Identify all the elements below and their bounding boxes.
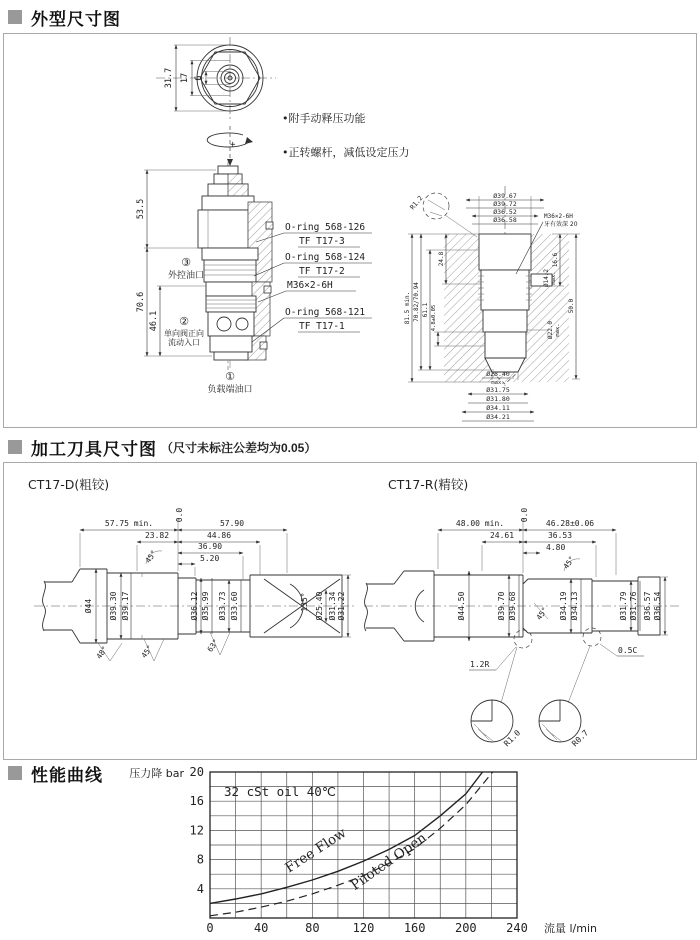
ct17r-note-1-2r: 1.2R xyxy=(470,660,490,669)
ct17d-len-44-86: 44.86 xyxy=(206,531,232,540)
cavity-dia-39-72: Ø39.72 xyxy=(493,200,517,208)
ct17d-len-5-20: 5.20 xyxy=(200,554,220,563)
ct17d-dia-31-34: Ø31.34 xyxy=(328,591,337,621)
tool-ct17d-name: CT17-D(粗铰) xyxy=(28,477,110,492)
cavity-dia-31-75: Ø31.75 xyxy=(486,386,510,394)
ct17r-dia-36-57: Ø36.57 xyxy=(643,591,652,621)
ct17d-angle-63: 63° xyxy=(205,637,221,654)
ct17d-dia-39-17: Ø39.17 xyxy=(121,591,130,621)
cavity-depth-24-8: 24.8 xyxy=(438,251,445,267)
section-tools-header xyxy=(8,437,316,457)
section-outline-title: 外型尺寸图 xyxy=(31,9,121,29)
ct17r-len-36-53: 36.53 xyxy=(547,531,573,540)
ct17r-len-48-00: 48.00 min. xyxy=(455,519,505,528)
port2-label-line2: 流动入口 xyxy=(168,338,200,347)
ct17d-dia-25-40: Ø25.40 xyxy=(315,591,324,621)
cavity-dia-36-58: Ø36.58 xyxy=(493,216,517,224)
dim-53-5: 53.5 xyxy=(136,198,146,220)
note-manual-release: •附手动释压功能 xyxy=(282,112,366,125)
tools-drawing-svg xyxy=(4,463,694,757)
cavity-detail-r1-2: R1.2 xyxy=(408,194,425,212)
cavity-depth-81-5: 81.5 min. xyxy=(404,291,411,325)
ct17r-dia-44-50: Ø44.50 xyxy=(457,591,466,621)
x-tick-label: 120 xyxy=(352,921,375,935)
x-tick-label: 200 xyxy=(454,921,477,935)
ct17r-dia-34-13: Ø34.13 xyxy=(570,591,579,621)
chart-annotation-oil: 32 cSt oil 40℃ xyxy=(224,784,336,799)
ct17r-dia-34-19: Ø34.19 xyxy=(559,591,568,621)
ct17d-dia-39-30: Ø39.30 xyxy=(109,591,118,621)
cavity-depth-70-82: 70.82/70.94 xyxy=(413,282,420,322)
chart-xlabel: 流量 l/min xyxy=(544,922,598,935)
ct17d-angle-48: 48° xyxy=(94,644,110,661)
ct17r-dia-36-54: Ø36.54 xyxy=(653,591,662,621)
port3-label: 外控油口 xyxy=(167,271,205,281)
section-outline-header xyxy=(8,7,121,27)
port2-label-line1: 单向阀正向 xyxy=(164,329,204,338)
tools-drawing-panel xyxy=(3,462,697,760)
callout-oring-121: O-ring 568-121 xyxy=(285,307,366,318)
y-tick-label: 8 xyxy=(196,852,204,867)
x-tick-label: 0 xyxy=(206,921,214,935)
ct17r-angle-45-top: 45° xyxy=(561,554,577,571)
ct17d-ref-0: 0.0 xyxy=(175,507,184,523)
ct17d-dia-31-22: Ø31.22 xyxy=(337,591,346,621)
callout-tf-t17-3: TF T17-3 xyxy=(299,236,345,247)
cavity-depth-4-8: 4.8±0.05 xyxy=(431,304,437,332)
valve-top-view xyxy=(156,37,276,120)
ct17r-dia-39-70: Ø39.70 xyxy=(497,591,506,621)
y-tick-label: 16 xyxy=(189,794,204,809)
tool-ct17d-drawing xyxy=(28,477,356,661)
callout-oring-126: O-ring 568-126 xyxy=(285,222,366,233)
port2-number: ② xyxy=(179,315,189,328)
ct17d-dia-36-12: Ø36.12 xyxy=(190,591,199,621)
section-bullet-square xyxy=(8,440,22,454)
port3-number: ③ xyxy=(181,256,191,269)
ct17r-detail-r1-0: R1.0 xyxy=(502,728,523,749)
ct17d-dia-33-60: Ø33.60 xyxy=(230,591,239,621)
cavity-dia-34-21: Ø34.21 xyxy=(486,413,510,421)
section-tools-subtitle: （尺寸未标注公差均为0.05） xyxy=(161,440,317,455)
callout-oring-124: O-ring 568-124 xyxy=(285,252,366,263)
plus-mark: + xyxy=(230,140,236,150)
ct17d-len-36-90: 36.90 xyxy=(197,542,223,551)
dim-46-1: 46.1 xyxy=(149,310,159,332)
cavity-dia-31-80: Ø31.80 xyxy=(486,395,510,403)
callout-tf-t17-2: TF T17-2 xyxy=(299,266,345,277)
cavity-drawing xyxy=(404,186,580,421)
cavity-thread-depth-note: 牙有效深 20 xyxy=(544,221,578,228)
performance-chart xyxy=(4,766,696,938)
x-tick-label: 40 xyxy=(253,921,269,935)
cavity-dia-25-40-max: max. xyxy=(491,380,505,386)
ct17d-len-57-90: 57.90 xyxy=(219,519,245,528)
ct17d-angle-top-45: 45° xyxy=(143,548,159,565)
ct17r-len-24-61: 24.61 xyxy=(489,531,515,540)
cavity-dia-36-52: Ø36.52 xyxy=(493,208,517,216)
x-tick-label: 240 xyxy=(506,921,528,935)
cavity-dia-34-11: Ø34.11 xyxy=(486,404,510,412)
dim-topview-31-7: 31.7 xyxy=(164,67,174,89)
section-perf-title: 性能曲线 xyxy=(31,765,103,785)
ct17d-angle-45: 45° xyxy=(139,643,155,660)
ct17r-detail-r0-7: R0.7 xyxy=(570,728,591,749)
x-tick-label: 160 xyxy=(403,921,426,935)
port1-label: 负载端油口 xyxy=(207,385,253,395)
curve-label-free-flow: Free Flow xyxy=(282,825,350,877)
tool-ct17r-name: CT17-R(精铰) xyxy=(388,477,469,492)
ct17r-note-0-5c: 0.5C xyxy=(618,646,638,655)
curve-label-piloted-open: Piloted Open xyxy=(347,829,430,894)
chart-ylabel: 压力降 bar xyxy=(129,767,184,780)
ct17r-len-46-28: 46.28±0.06 xyxy=(545,519,595,528)
valve-section-view xyxy=(198,162,273,370)
callout-thread-m36: M36×2-6H xyxy=(287,280,333,291)
ct17d-len-57-75: 57.75 min. xyxy=(104,519,154,528)
outline-drawing-panel xyxy=(3,33,697,428)
cavity-dia-22-0: Ø22.0 xyxy=(547,320,554,340)
y-tick-label: 4 xyxy=(196,881,204,896)
rotation-symbol xyxy=(207,126,253,166)
ct17d-angle-cone-135: 135° xyxy=(300,592,309,612)
ct17r-dia-31-79: Ø31.79 xyxy=(619,591,628,621)
cavity-depth-50-0: 50.0 xyxy=(568,298,575,314)
port1-number: ① xyxy=(225,370,235,383)
cavity-dia-14-2-max: max. xyxy=(551,271,557,285)
ct17r-len-4-80: 4.80 xyxy=(546,543,566,552)
x-tick-label: 80 xyxy=(305,921,320,935)
callout-tf-t17-1: TF T17-1 xyxy=(299,321,345,332)
ct17r-dia-39-68: Ø39.68 xyxy=(508,591,517,621)
cavity-dia-14-2: Ø14.2 xyxy=(543,268,550,288)
dim-70-6: 70.6 xyxy=(136,291,146,313)
section-tools-title: 加工刀具尺寸图 xyxy=(31,439,157,459)
y-tick-label: 12 xyxy=(189,823,204,838)
ct17r-angle-45-mid: 45° xyxy=(534,605,550,622)
ct17d-len-23-82: 23.82 xyxy=(144,531,170,540)
ct17d-dia-33-73: Ø33.73 xyxy=(218,591,227,621)
ct17r-dia-31-76: Ø31.76 xyxy=(629,591,638,621)
section-bullet-square xyxy=(8,10,22,24)
cavity-dia-22-0-max: max. xyxy=(555,323,561,337)
cavity-thread-callout: M36×2-6H xyxy=(544,213,573,220)
note-cw-decrease: •正转螺杆，减低设定压力 xyxy=(282,146,410,159)
ct17r-ref-0: 0.0 xyxy=(520,507,529,523)
dim-topview-17: 17 xyxy=(180,72,190,84)
cavity-depth-61-1: 61.1 xyxy=(422,302,429,318)
cavity-dia-25-40: Ø25.40 xyxy=(486,370,510,378)
y-tick-label: 20 xyxy=(189,766,204,779)
ct17d-dia-35-99: Ø35.99 xyxy=(201,591,210,621)
ct17d-dia-44: Ø44 xyxy=(84,598,93,614)
dim-topview-6: 6 xyxy=(194,75,204,81)
cavity-depth-16-6: 16.6 xyxy=(552,252,559,268)
outline-drawing-svg xyxy=(4,34,694,425)
tool-ct17r-drawing xyxy=(364,477,680,748)
cavity-dia-39-67: Ø39.67 xyxy=(493,192,517,200)
